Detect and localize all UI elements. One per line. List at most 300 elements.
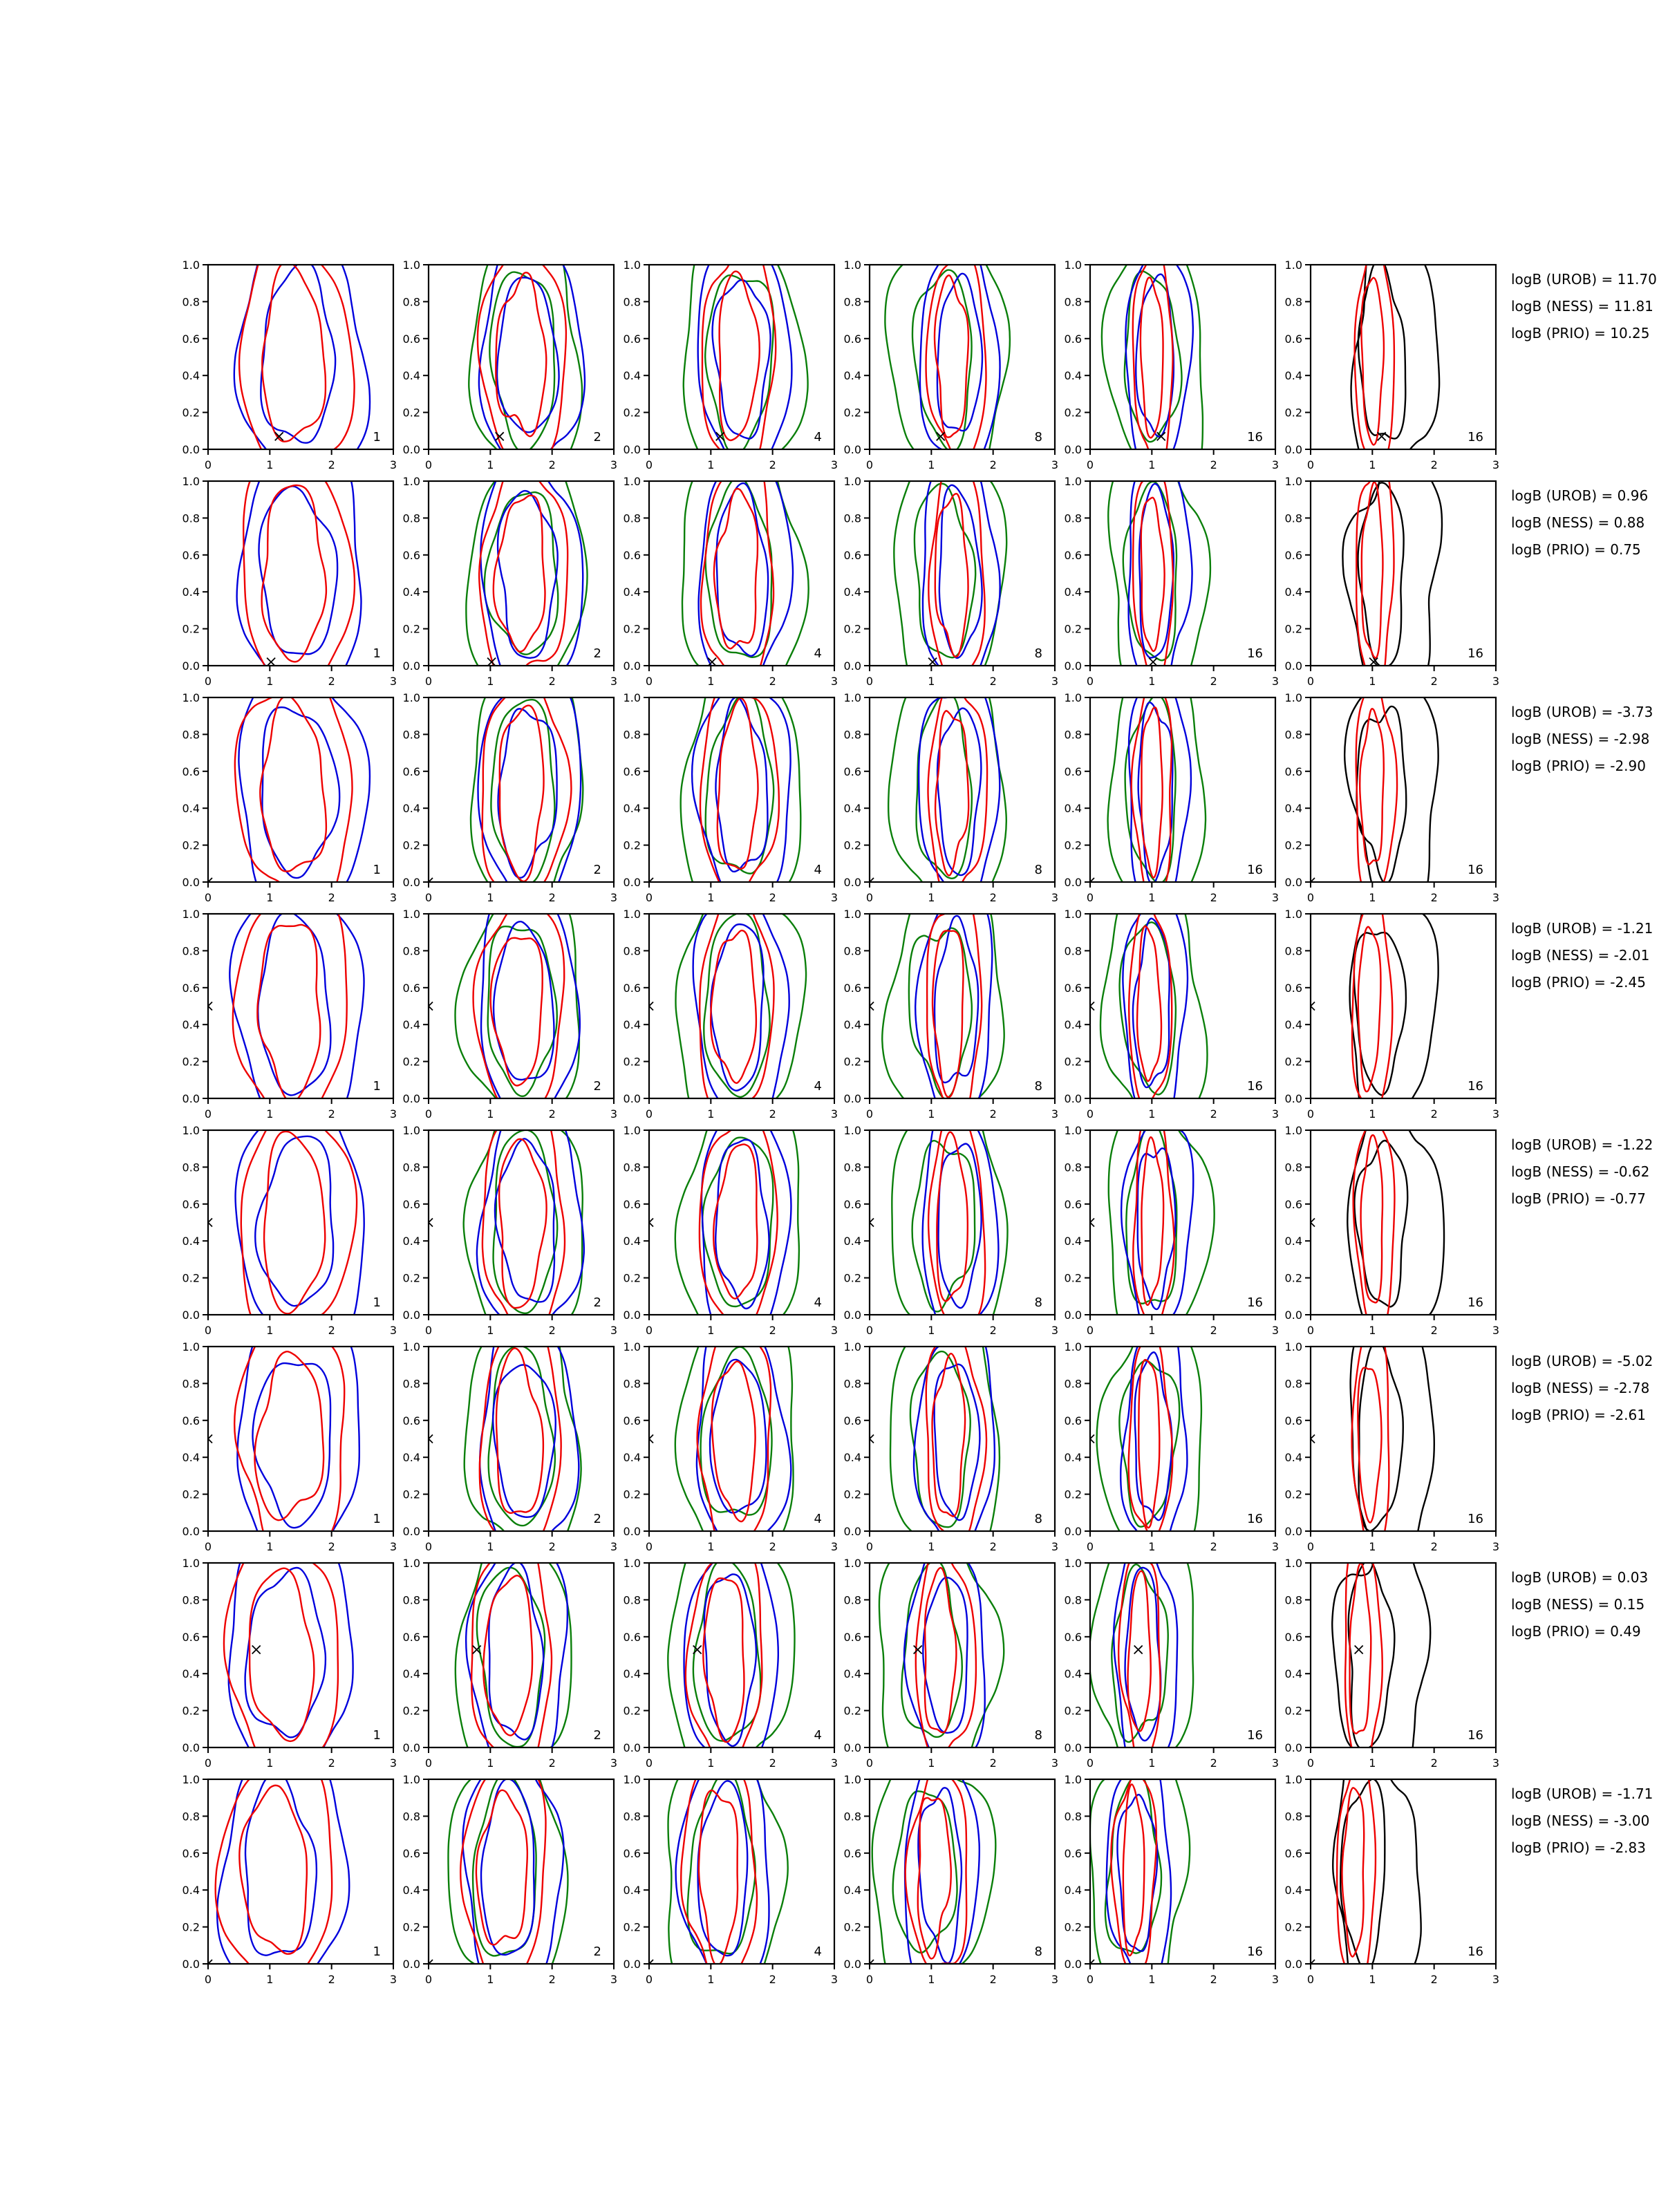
panel-count-label: 1 xyxy=(373,1079,381,1094)
panel-count-label: 8 xyxy=(1034,1512,1042,1526)
x-tick-label: 1 xyxy=(707,675,715,688)
contour-blue-outer xyxy=(1129,471,1192,688)
y-tick-label: 0.8 xyxy=(402,1593,420,1607)
x-tick-label: 0 xyxy=(204,891,212,904)
y-tick-label: 0.8 xyxy=(1284,512,1302,525)
subplot-r7c4 xyxy=(836,1553,1060,1770)
y-tick-label: 0.2 xyxy=(843,622,861,636)
plot-area xyxy=(204,904,364,1121)
axes-frame xyxy=(1311,697,1496,882)
y-tick-label: 0.6 xyxy=(843,1846,861,1860)
y-tick-label: 0.2 xyxy=(843,1920,861,1934)
y-tick-label: 0.8 xyxy=(1284,1161,1302,1174)
y-tick-label: 0.0 xyxy=(402,659,420,673)
axes-frame xyxy=(649,697,834,882)
y-tick-label: 0.8 xyxy=(402,728,420,742)
x-tick-label: 0 xyxy=(645,1324,653,1337)
y-tick-label: 1.0 xyxy=(1284,1557,1302,1570)
y-tick-label: 0.2 xyxy=(843,1704,861,1718)
panel-count-label: 8 xyxy=(1034,430,1042,444)
x-tick-label: 1 xyxy=(928,1973,935,1986)
axes-frame xyxy=(1090,1347,1275,1531)
y-tick-label: 0.6 xyxy=(182,1630,200,1644)
y-tick-label: 0.2 xyxy=(843,1271,861,1285)
panel-count-label: 2 xyxy=(593,863,601,877)
y-tick-label: 1.0 xyxy=(1064,475,1082,488)
y-tick-label: 0.8 xyxy=(1284,728,1302,742)
x-tick-label: 2 xyxy=(989,1540,997,1553)
contour-black-outer xyxy=(1350,904,1438,1121)
y-tick-label: 1.0 xyxy=(182,1340,200,1353)
axes-frame xyxy=(649,265,834,449)
y-tick-label: 0.8 xyxy=(182,1377,200,1391)
truth-marker xyxy=(1134,1645,1143,1653)
contour-red-outer xyxy=(233,904,347,1121)
plot-area xyxy=(1108,471,1210,688)
y-tick-label: 1.0 xyxy=(843,1340,861,1353)
y-tick-label: 0.8 xyxy=(1064,728,1082,742)
y-tick-label: 0.6 xyxy=(623,1630,641,1644)
y-tick-label: 0.4 xyxy=(402,802,420,816)
y-tick-label: 0.8 xyxy=(182,1593,200,1607)
x-tick-label: 1 xyxy=(487,1324,494,1337)
x-tick-label: 1 xyxy=(1369,675,1376,688)
x-tick-label: 1 xyxy=(487,675,494,688)
panel-count-label: 16 xyxy=(1468,430,1483,444)
subplot-r4c5 xyxy=(1057,904,1281,1121)
panel-count-label: 1 xyxy=(373,1728,381,1743)
subplot-r5c4 xyxy=(836,1121,1060,1338)
y-tick-label: 0.0 xyxy=(182,876,200,889)
contour-blue-inner xyxy=(493,1365,556,1517)
x-tick-label: 1 xyxy=(266,458,274,471)
x-tick-label: 1 xyxy=(1148,1756,1156,1770)
x-tick-label: 0 xyxy=(424,891,433,904)
x-tick-label: 1 xyxy=(266,1540,274,1553)
y-tick-label: 0.2 xyxy=(623,1488,641,1501)
y-tick-label: 0.4 xyxy=(182,585,200,599)
y-tick-label: 0.4 xyxy=(182,1235,200,1248)
y-tick-label: 0.2 xyxy=(1064,1704,1082,1718)
x-tick-label: 1 xyxy=(1148,1107,1156,1121)
x-tick-label: 2 xyxy=(1210,1756,1217,1770)
y-tick-label: 0.6 xyxy=(1284,1414,1302,1427)
x-tick-label: 3 xyxy=(830,891,838,904)
panel-count-label: 2 xyxy=(593,1944,601,1959)
x-tick-label: 1 xyxy=(266,675,274,688)
y-tick-label: 0.2 xyxy=(623,622,641,636)
x-tick-label: 2 xyxy=(328,1756,335,1770)
plot-area xyxy=(645,688,800,905)
contour-red-inner xyxy=(476,1790,527,1945)
y-tick-label: 0.8 xyxy=(1064,1377,1082,1391)
subplot-r3c2 xyxy=(395,688,619,905)
y-tick-label: 0.8 xyxy=(623,1161,641,1174)
axes-frame xyxy=(1311,481,1496,666)
y-tick-label: 0.0 xyxy=(1064,1309,1082,1322)
y-tick-label: 1.0 xyxy=(402,1340,420,1353)
contour-red-outer xyxy=(1133,255,1173,471)
contour-green-inner xyxy=(706,478,772,657)
x-tick-label: 2 xyxy=(1210,675,1217,688)
y-tick-label: 0.6 xyxy=(1284,765,1302,778)
x-tick-label: 0 xyxy=(424,675,433,688)
x-tick-label: 3 xyxy=(1271,891,1280,904)
y-tick-label: 0.8 xyxy=(1064,944,1082,958)
y-tick-label: 0.6 xyxy=(182,1414,200,1427)
x-tick-label: 3 xyxy=(1051,1756,1059,1770)
axes-frame xyxy=(429,481,614,666)
contour-green-outer xyxy=(682,471,809,688)
x-tick-label: 3 xyxy=(1492,675,1500,688)
y-tick-label: 0.8 xyxy=(1064,1593,1082,1607)
contour-blue-inner xyxy=(918,1788,962,1963)
y-tick-label: 0.4 xyxy=(1284,1451,1302,1465)
y-tick-label: 0.8 xyxy=(843,728,861,742)
x-tick-label: 3 xyxy=(389,891,397,904)
contour-red-inner xyxy=(932,1353,966,1517)
y-tick-label: 1.0 xyxy=(623,1557,641,1570)
y-tick-label: 0.0 xyxy=(402,1741,420,1754)
logb-line-ness: logB (NESS) = -2.01 xyxy=(1511,947,1650,964)
y-tick-label: 1.0 xyxy=(402,691,420,704)
y-tick-label: 0.4 xyxy=(182,369,200,383)
contour-red-inner xyxy=(262,485,326,662)
plot-area xyxy=(645,1121,799,1338)
y-tick-label: 1.0 xyxy=(402,1557,420,1570)
contour-blue-inner xyxy=(255,1136,333,1306)
y-tick-label: 0.2 xyxy=(623,838,641,852)
y-tick-label: 0.6 xyxy=(843,548,861,562)
y-tick-label: 1.0 xyxy=(1064,1340,1082,1353)
y-tick-label: 0.8 xyxy=(182,1810,200,1824)
y-tick-label: 1.0 xyxy=(182,259,200,272)
y-tick-label: 0.8 xyxy=(1284,295,1302,309)
y-tick-label: 0.0 xyxy=(843,1525,861,1538)
y-tick-label: 0.2 xyxy=(1064,1488,1082,1501)
y-tick-label: 0.0 xyxy=(623,1092,641,1105)
y-tick-label: 0.4 xyxy=(623,585,641,599)
y-tick-label: 1.0 xyxy=(402,259,420,272)
panel-count-label: 1 xyxy=(373,1512,381,1526)
y-tick-label: 0.6 xyxy=(623,332,641,346)
y-tick-label: 0.4 xyxy=(1064,1451,1082,1465)
x-tick-label: 1 xyxy=(487,891,494,904)
logb-line-ness: logB (NESS) = 0.88 xyxy=(1511,514,1645,531)
y-tick-label: 0.4 xyxy=(402,1667,420,1681)
x-tick-label: 3 xyxy=(389,1756,397,1770)
y-tick-label: 0.0 xyxy=(182,1525,200,1538)
subplot-r8c4 xyxy=(836,1770,1060,1987)
x-tick-label: 3 xyxy=(610,458,618,471)
y-tick-label: 0.0 xyxy=(402,1958,420,1971)
y-tick-label: 0.4 xyxy=(182,802,200,816)
x-tick-label: 0 xyxy=(1086,675,1094,688)
y-tick-label: 0.0 xyxy=(1284,1309,1302,1322)
y-tick-label: 0.0 xyxy=(843,659,861,673)
y-tick-label: 0.4 xyxy=(623,802,641,816)
plot-area xyxy=(424,1121,584,1338)
y-tick-label: 0.2 xyxy=(1284,622,1302,636)
x-tick-label: 1 xyxy=(487,1540,494,1553)
x-tick-label: 1 xyxy=(1148,1973,1156,1986)
x-tick-label: 0 xyxy=(645,1107,653,1121)
panel-count-label: 1 xyxy=(373,646,381,661)
y-tick-label: 0.0 xyxy=(843,1741,861,1754)
y-tick-label: 1.0 xyxy=(623,259,641,272)
y-tick-label: 0.2 xyxy=(1064,1055,1082,1069)
plot-area xyxy=(645,1770,788,1987)
contour-red-inner xyxy=(262,261,326,442)
subplot-r6c4 xyxy=(836,1337,1060,1554)
panel-count-label: 16 xyxy=(1247,1944,1263,1959)
x-tick-label: 2 xyxy=(769,458,776,471)
x-tick-label: 3 xyxy=(1271,1324,1280,1337)
panel-count-label: 16 xyxy=(1468,863,1483,877)
x-tick-label: 3 xyxy=(1051,458,1059,471)
x-tick-label: 2 xyxy=(548,675,556,688)
subplot-r3c6 xyxy=(1277,688,1501,905)
y-tick-label: 0.6 xyxy=(1284,1197,1302,1211)
contour-red-outer xyxy=(701,471,774,688)
x-tick-label: 0 xyxy=(1086,891,1094,904)
subplot-r7c1 xyxy=(175,1553,399,1770)
plot-area xyxy=(645,904,806,1121)
y-tick-label: 0.0 xyxy=(1064,659,1082,673)
contour-red-inner xyxy=(1141,1137,1163,1305)
axes-frame xyxy=(208,481,393,666)
logb-annotation-row-2 xyxy=(1511,482,1659,563)
y-tick-label: 0.0 xyxy=(843,1092,861,1105)
y-tick-label: 1.0 xyxy=(182,908,200,921)
panel-count-label: 16 xyxy=(1468,1728,1483,1743)
y-tick-label: 1.0 xyxy=(623,1340,641,1353)
x-tick-label: 1 xyxy=(266,1107,274,1121)
contour-green-inner xyxy=(1119,1360,1179,1526)
plot-area xyxy=(1306,688,1438,905)
x-tick-label: 0 xyxy=(424,1973,433,1986)
y-tick-label: 0.0 xyxy=(182,1309,200,1322)
subplot-r4c6 xyxy=(1277,904,1501,1121)
plot-area xyxy=(204,1770,349,1987)
y-tick-label: 0.8 xyxy=(182,944,200,958)
x-tick-label: 3 xyxy=(610,1973,618,1986)
x-tick-label: 2 xyxy=(1430,1756,1438,1770)
panel-count-label: 16 xyxy=(1468,1944,1483,1959)
y-tick-label: 1.0 xyxy=(182,1124,200,1137)
contour-red-outer xyxy=(697,1337,771,1554)
y-tick-label: 0.0 xyxy=(623,1309,641,1322)
x-tick-label: 1 xyxy=(707,1756,715,1770)
y-tick-label: 0.8 xyxy=(182,728,200,742)
y-tick-label: 0.0 xyxy=(623,876,641,889)
panel-count-label: 4 xyxy=(814,430,822,444)
y-tick-label: 0.0 xyxy=(1284,443,1302,456)
panel-count-label: 1 xyxy=(373,1944,381,1959)
contour-red-outer xyxy=(243,471,355,688)
panel-count-label: 16 xyxy=(1468,646,1483,661)
x-tick-label: 2 xyxy=(769,1973,776,1986)
y-tick-label: 0.4 xyxy=(623,1018,641,1032)
y-tick-label: 0.6 xyxy=(1064,765,1082,778)
y-tick-label: 0.0 xyxy=(402,443,420,456)
x-tick-label: 2 xyxy=(1210,458,1217,471)
contour-green-inner xyxy=(702,1138,773,1306)
panel-count-label: 8 xyxy=(1034,1728,1042,1743)
y-tick-label: 1.0 xyxy=(843,1124,861,1137)
x-tick-label: 0 xyxy=(1086,1756,1094,1770)
logb-line-ness: logB (NESS) = -3.00 xyxy=(1511,1812,1650,1829)
subplot-r3c3 xyxy=(616,688,840,905)
x-tick-label: 3 xyxy=(610,1756,618,1770)
y-tick-label: 0.2 xyxy=(402,622,420,636)
panel-count-label: 8 xyxy=(1034,1295,1042,1310)
y-tick-label: 0.8 xyxy=(1284,1810,1302,1824)
y-tick-label: 0.4 xyxy=(182,1667,200,1681)
truth-marker xyxy=(1355,1645,1363,1653)
y-tick-label: 0.6 xyxy=(182,1846,200,1860)
y-tick-label: 0.6 xyxy=(1064,1414,1082,1427)
x-tick-label: 3 xyxy=(830,1973,838,1986)
truth-marker xyxy=(914,1645,922,1653)
y-tick-label: 0.6 xyxy=(182,1197,200,1211)
x-tick-label: 1 xyxy=(266,1756,274,1770)
y-tick-label: 0.8 xyxy=(843,1161,861,1174)
logb-line-ness: logB (NESS) = -2.98 xyxy=(1511,731,1650,747)
subplot-r2c5 xyxy=(1057,471,1281,688)
plot-area xyxy=(456,1553,572,1770)
x-tick-label: 2 xyxy=(1430,1540,1438,1553)
contour-blue-outer xyxy=(478,688,581,905)
y-tick-label: 0.6 xyxy=(402,548,420,562)
logb-line-ness: logB (NESS) = -2.78 xyxy=(1511,1380,1650,1396)
x-tick-label: 2 xyxy=(548,891,556,904)
contour-blue-outer xyxy=(234,255,370,472)
y-tick-label: 0.4 xyxy=(1284,585,1302,599)
contour-blue-inner xyxy=(261,261,335,443)
panel-count-label: 4 xyxy=(814,646,822,661)
contour-red-inner xyxy=(1361,1135,1382,1302)
logb-line-ness: logB (NESS) = 0.15 xyxy=(1511,1596,1645,1613)
y-tick-label: 1.0 xyxy=(1284,1773,1302,1786)
axes-frame xyxy=(1311,914,1496,1098)
x-tick-label: 0 xyxy=(645,458,653,471)
x-tick-label: 2 xyxy=(1210,1973,1217,1986)
plot-area xyxy=(879,1553,1004,1770)
x-tick-label: 2 xyxy=(1210,1324,1217,1337)
y-tick-label: 0.2 xyxy=(1064,1271,1082,1285)
panel-count-label: 8 xyxy=(1034,1944,1042,1959)
y-tick-label: 0.4 xyxy=(182,1451,200,1465)
y-tick-label: 0.8 xyxy=(402,295,420,309)
x-tick-label: 3 xyxy=(1492,1973,1500,1986)
logb-line-prio: logB (PRIO) = -0.77 xyxy=(1511,1190,1646,1207)
y-tick-label: 0.0 xyxy=(182,659,200,673)
y-tick-label: 0.8 xyxy=(623,512,641,525)
subplot-r1c4 xyxy=(836,255,1060,472)
subplot-r1c5 xyxy=(1057,255,1281,472)
contour-green-inner xyxy=(1125,695,1176,883)
plot-area xyxy=(1306,904,1438,1121)
truth-marker xyxy=(1149,658,1157,666)
panel-count-label: 16 xyxy=(1247,1728,1263,1743)
y-tick-label: 1.0 xyxy=(843,1773,861,1786)
y-tick-label: 0.4 xyxy=(402,585,420,599)
x-tick-label: 1 xyxy=(1148,891,1156,904)
y-tick-label: 0.4 xyxy=(1064,1018,1082,1032)
y-tick-label: 0.8 xyxy=(623,1377,641,1391)
y-tick-label: 1.0 xyxy=(402,1124,420,1137)
logb-line-prio: logB (PRIO) = -2.61 xyxy=(1511,1407,1646,1423)
contour-green-outer xyxy=(1090,1770,1190,1987)
x-tick-label: 3 xyxy=(389,1107,397,1121)
x-tick-label: 1 xyxy=(707,891,715,904)
truth-marker xyxy=(267,658,275,666)
contour-green-inner xyxy=(704,912,769,1097)
plot-area xyxy=(865,904,1004,1121)
x-tick-label: 2 xyxy=(548,1107,556,1121)
y-tick-label: 0.0 xyxy=(1284,1525,1302,1538)
y-tick-label: 0.8 xyxy=(843,944,861,958)
y-tick-label: 0.4 xyxy=(843,1884,861,1897)
x-tick-label: 1 xyxy=(487,458,494,471)
x-tick-label: 0 xyxy=(865,1107,874,1121)
y-tick-label: 0.4 xyxy=(1284,1884,1302,1897)
plot-area xyxy=(204,1337,359,1554)
y-tick-label: 0.4 xyxy=(623,1235,641,1248)
y-tick-label: 0.4 xyxy=(1064,585,1082,599)
axes-frame xyxy=(870,1347,1055,1531)
axes-frame xyxy=(1311,1130,1496,1315)
x-tick-label: 2 xyxy=(769,1324,776,1337)
panel-count-label: 2 xyxy=(593,1512,601,1526)
y-tick-label: 0.4 xyxy=(182,1018,200,1032)
x-tick-label: 1 xyxy=(928,458,935,471)
y-tick-label: 0.4 xyxy=(1284,1018,1302,1032)
x-tick-label: 0 xyxy=(204,1540,212,1553)
panel-count-label: 16 xyxy=(1247,1512,1263,1526)
contour-green-outer xyxy=(1109,1121,1215,1338)
y-tick-label: 0.8 xyxy=(843,1593,861,1607)
y-tick-label: 0.2 xyxy=(623,1920,641,1934)
plot-area xyxy=(894,471,1006,688)
y-tick-label: 0.2 xyxy=(182,622,200,636)
y-tick-label: 0.0 xyxy=(843,1958,861,1971)
x-tick-label: 3 xyxy=(1051,891,1059,904)
y-tick-label: 1.0 xyxy=(843,908,861,921)
x-tick-label: 2 xyxy=(769,675,776,688)
x-tick-label: 2 xyxy=(1430,1324,1438,1337)
subplot-r2c4 xyxy=(836,471,1060,688)
plot-area xyxy=(424,904,580,1121)
panel-count-label: 16 xyxy=(1468,1512,1483,1526)
contour-blue-outer xyxy=(684,1553,778,1768)
x-tick-label: 0 xyxy=(424,1324,433,1337)
y-tick-label: 1.0 xyxy=(182,691,200,704)
plot-area xyxy=(466,471,587,688)
y-tick-label: 0.6 xyxy=(843,1414,861,1427)
axes-frame xyxy=(649,914,834,1098)
x-tick-label: 2 xyxy=(1430,1107,1438,1121)
panel-count-label: 8 xyxy=(1034,646,1042,661)
y-tick-label: 0.6 xyxy=(843,332,861,346)
panel-count-label: 4 xyxy=(814,1944,822,1959)
y-tick-label: 0.6 xyxy=(1284,1846,1302,1860)
x-tick-label: 1 xyxy=(707,1107,715,1121)
x-tick-label: 2 xyxy=(769,1756,776,1770)
x-tick-label: 1 xyxy=(1148,1324,1156,1337)
y-tick-label: 0.0 xyxy=(843,443,861,456)
